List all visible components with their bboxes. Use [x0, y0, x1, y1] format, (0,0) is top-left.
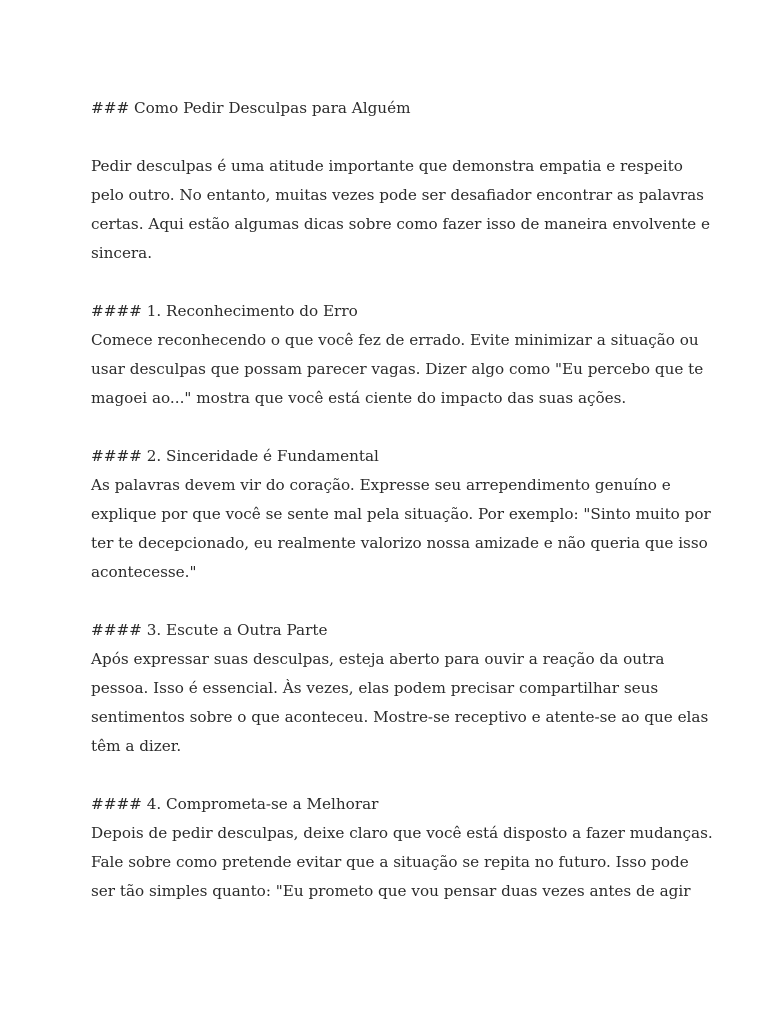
intro-paragraph: [91, 156, 711, 272]
section-1: [91, 301, 711, 417]
text-line: certas. Aqui estão algumas dicas sobre como fazer isso de maneira envolvente e: [91, 215, 710, 233]
text-line: Comece reconhecendo o que você fez de errado. Evite minimizar a situação ou: [91, 331, 699, 349]
text-line: sentimentos sobre o que aconteceu. Mostre-se receptivo e atente-se ao que elas: [91, 708, 709, 726]
section-heading: #### 1. Reconhecimento do Erro: [91, 302, 358, 320]
section-3: [91, 620, 711, 765]
spacer: [91, 127, 711, 156]
text-line: pessoa. Isso é essencial. Às vezes, elas podem precisar compartilhar seus: [91, 679, 659, 697]
section-4: [91, 794, 711, 910]
spacer: [91, 417, 711, 446]
text-line: têm a dizer.: [91, 737, 182, 755]
spacer: [91, 591, 711, 620]
text-line: ser tão simples quanto: "Eu prometo que vou pensar duas vezes antes de agir: [91, 882, 691, 900]
document-page: [91, 98, 711, 910]
section-2: [91, 446, 711, 591]
text-line: usar desculpas que possam parecer vagas. Dizer algo como "Eu percebo que te: [91, 360, 704, 378]
text-line: As palavras devem vir do coração. Expresse seu arrependimento genuíno e: [91, 476, 671, 494]
text-line: Depois de pedir desculpas, deixe claro que você está disposto a fazer mudanças.: [91, 824, 713, 842]
text-line: explique por que você se sente mal pela situação. Por exemplo: "Sinto muito por: [91, 505, 711, 523]
section-heading: #### 2. Sinceridade é Fundamental: [91, 447, 379, 465]
text-line: magoei ao..." mostra que você está ciente do impacto das suas ações.: [91, 389, 627, 407]
text-line: pelo outro. No entanto, muitas vezes pode ser desafiador encontrar as palavras: [91, 186, 704, 204]
text-line: ter te decepcionado, eu realmente valorizo nossa amizade e não queria que isso: [91, 534, 708, 552]
text-line: acontecesse.": [91, 563, 197, 581]
text-line: Fale sobre como pretende evitar que a situação se repita no futuro. Isso pode: [91, 853, 689, 871]
spacer: [91, 765, 711, 794]
document-title: ### Como Pedir Desculpas para Alguém: [91, 99, 411, 117]
text-line: sincera.: [91, 244, 153, 262]
spacer: [91, 272, 711, 301]
section-heading: #### 4. Comprometa-se a Melhorar: [91, 795, 379, 813]
section-heading: #### 3. Escute a Outra Parte: [91, 621, 328, 639]
text-line: Após expressar suas desculpas, esteja aberto para ouvir a reação da outra: [91, 650, 665, 668]
text-line: Pedir desculpas é uma atitude importante que demonstra empatia e respeito: [91, 157, 683, 175]
